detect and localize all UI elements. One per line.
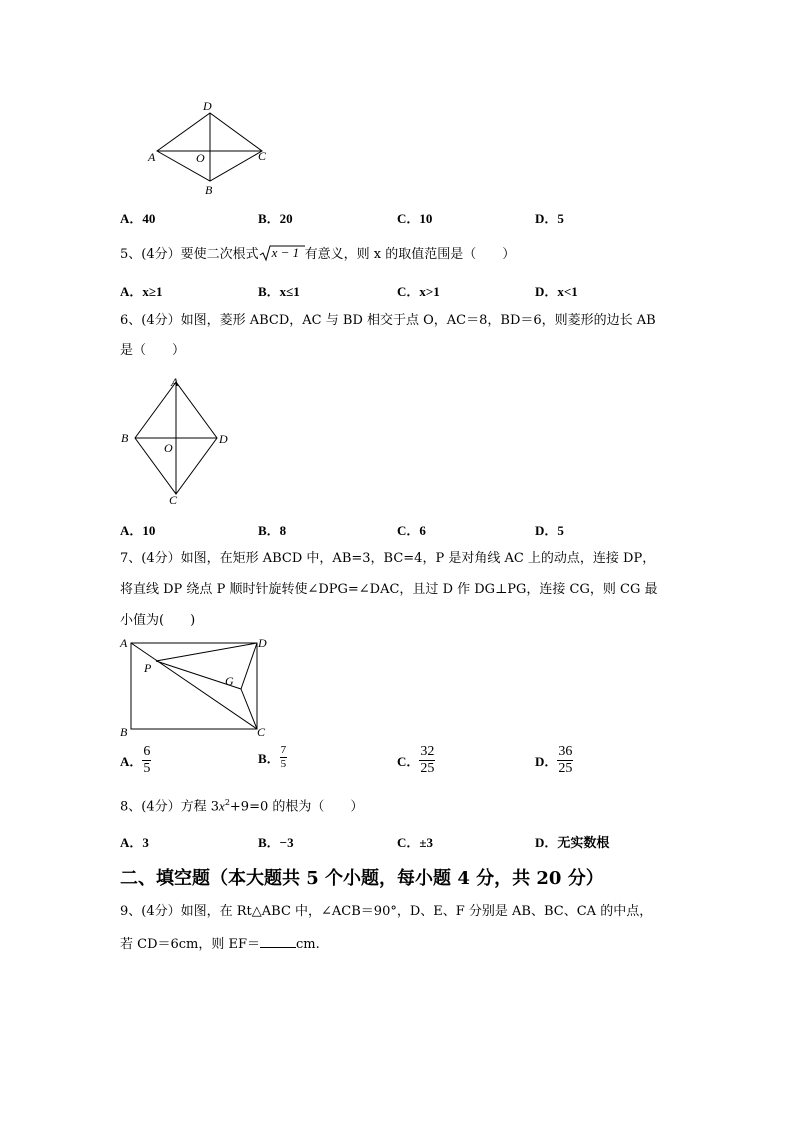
- q7-label-b: B: [120, 725, 128, 739]
- q7-label-p: P: [144, 661, 152, 675]
- q5-option-a[interactable]: A．x≥1: [120, 284, 163, 299]
- q7-option-c[interactable]: C． $\frac{32}{25}$: [397, 744, 435, 776]
- q7-label-a: A: [120, 636, 128, 650]
- q6-label-c: C: [169, 493, 178, 507]
- q8-option-d[interactable]: D．无实数根: [535, 835, 610, 850]
- q5-question: 5、(4分）要使二次根式 x − 1 有意义，则 x 的取值范围是（ ）: [120, 245, 516, 262]
- q7-label-d: D: [258, 636, 267, 650]
- q6-option-a[interactable]: A．10: [120, 523, 156, 538]
- q6-label-o: O: [164, 441, 173, 455]
- q7-label-c: C: [257, 725, 266, 739]
- q6-question-line1: 6、(4分）如图，菱形 ABCD，AC 与 BD 相交于点 O，AC＝8，BD＝6，则菱形的边长 AB: [120, 313, 656, 328]
- q4-option-c[interactable]: C．10: [397, 211, 433, 226]
- q7-question-line3: 小值为( ): [120, 613, 196, 628]
- q6-option-c[interactable]: C．6: [397, 523, 426, 538]
- q8-option-c[interactable]: C．±3: [397, 835, 434, 850]
- q4-label-c: C: [258, 149, 267, 163]
- q4-option-a[interactable]: A．40: [120, 211, 156, 226]
- q4-label-o: O: [196, 151, 205, 165]
- q9-question-line2: 若 CD＝6cm，则 EF＝ cm.: [120, 937, 320, 952]
- q4-label-b: B: [205, 183, 213, 197]
- q5-option-c[interactable]: C．x>1: [397, 284, 440, 299]
- q5-radical: x − 1: [259, 244, 305, 262]
- q8-option-b[interactable]: B．−3: [258, 835, 294, 850]
- q7-option-d[interactable]: D． $\frac{36}{25}$: [535, 744, 573, 776]
- q6-label-b: B: [121, 431, 129, 445]
- section-2-heading: 二、填空题（本大题共 5 个小题，每小题 4 分，共 20 分）: [120, 868, 604, 889]
- q9-question-line1: 9、(4分）如图，在 Rt△ABC 中，∠ACB＝90°，D、E、F 分别是 AB、BC、CA 的中点，: [120, 904, 653, 919]
- q5-option-b[interactable]: B．x≤1: [258, 284, 300, 299]
- q7-option-b[interactable]: B． $\frac{7}{5}$: [258, 744, 287, 770]
- q6-label-a: A: [171, 375, 179, 389]
- q4-rhombus-figure: [140, 96, 280, 198]
- q7-rectangle-figure: [113, 632, 278, 742]
- q6-label-d: D: [219, 432, 228, 446]
- q4-option-d[interactable]: D．5: [535, 211, 564, 226]
- q6-option-d[interactable]: D．5: [535, 523, 564, 538]
- q8-option-a[interactable]: A．3: [120, 835, 149, 850]
- q5-option-d[interactable]: D．x<1: [535, 284, 578, 299]
- q9-answer-blank[interactable]: [260, 935, 296, 948]
- q6-rhombus-figure: [115, 370, 240, 508]
- q4-label-a: A: [148, 150, 156, 164]
- q7-question-line1: 7、(4分）如图，在矩形 ABCD 中，AB=3，BC=4，P 是对角线 AC 上的动点，连接 DP，: [120, 551, 656, 566]
- q7-question-line2: 将直线 DP 绕点 P 顺时针旋转使∠DPG=∠DAC，且过 D 作 DG⊥PG，连接 CG，则 CG 最: [120, 582, 658, 597]
- q8-question: 8、(4分）方程 $3x^2+9=0$ 的根为（ ）: [120, 798, 364, 815]
- q7-label-g: G: [225, 674, 234, 688]
- q4-label-d: D: [203, 99, 212, 113]
- q6-question-line2: 是（ ）: [120, 343, 186, 358]
- q7-option-a[interactable]: A． $\frac{6}{5}$: [120, 744, 151, 776]
- q4-option-b[interactable]: B．20: [258, 211, 293, 226]
- q6-option-b[interactable]: B．8: [258, 523, 287, 538]
